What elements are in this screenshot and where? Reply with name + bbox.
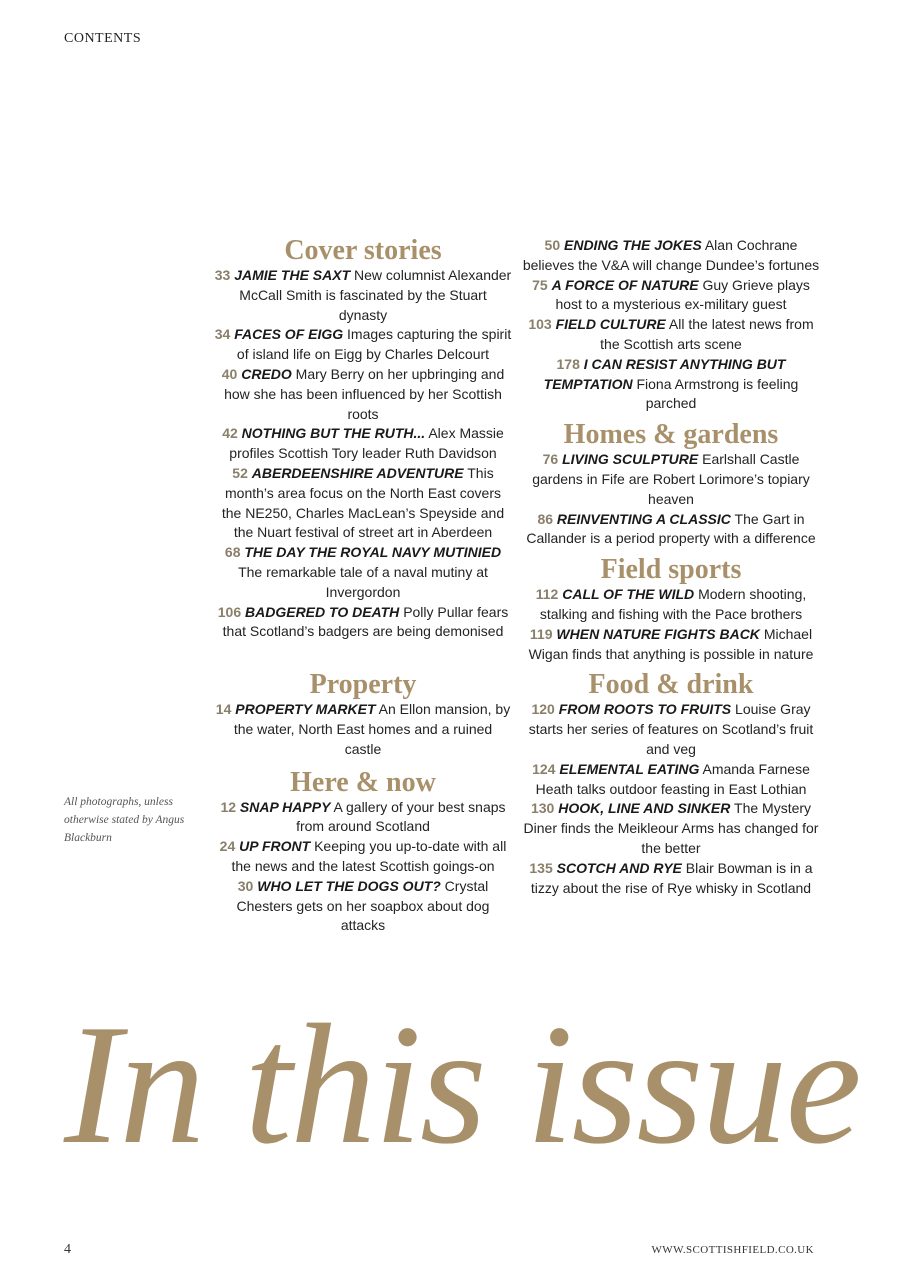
contents-entry[interactable]: 135 SCOTCH AND RYE Blair Bowman is in a tizzy about the rise of Rye whisky in Scotland xyxy=(529,859,813,896)
contents-entry[interactable]: 68 THE DAY THE ROYAL NAVY MUTINIED The remarkable tale of a naval mutiny at Invergordon xyxy=(224,544,502,600)
photo-credit: All photographs, unless otherwise stated by Angus Blackburn xyxy=(64,796,185,844)
food-drink-heading: Food & drink xyxy=(588,669,754,701)
contents-entry[interactable]: 124 ELEMENTAL EATING Amanda Farnese Heath talks outdoor feasting in East Lothian xyxy=(532,760,810,797)
page-number: 4 xyxy=(64,1242,71,1257)
cover-stories-section xyxy=(214,236,512,642)
website-link[interactable]: WWW.SCOTTISHFIELD.CO.UK xyxy=(651,1244,814,1256)
contents-entry[interactable]: 119 WHEN NATURE FIGHTS BACK Michael Wigan finds that anything is possible in nature xyxy=(528,625,814,662)
contents-entry[interactable]: 50 ENDING THE JOKES Alan Cochrane believes the V&A will change Dundee’s fortunes xyxy=(522,237,820,273)
property-heading: Property xyxy=(309,669,417,701)
contents-entry[interactable]: 76 LIVING SCULPTURE Earlshall Castle gardens in Fife are Robert Lorimore’s topiary heaven xyxy=(532,451,810,507)
here-now-heading: Here & now xyxy=(290,766,436,798)
contents-column-left xyxy=(214,236,512,936)
contents-entry[interactable]: 130 HOOK, LINE AND SINKER The Mystery Diner finds the Meikleour Arms has changed for the better xyxy=(523,800,819,856)
contents-entry[interactable]: 120 FROM ROOTS TO FRUITS Louise Gray starts her series of features on Scotland’s fruit and veg xyxy=(528,701,814,757)
here-now-section xyxy=(214,768,512,937)
contents-entry[interactable]: 112 CALL OF THE WILD Modern shooting, stalking and fishing with the Pace brothers xyxy=(535,586,807,622)
contents-column-right xyxy=(522,236,820,898)
section-label: CONTENTS xyxy=(64,31,142,46)
contents-entry[interactable]: 42 NOTHING BUT THE RUTH... Alex Massie profiles Scottish Tory leader Ruth Davidson xyxy=(222,425,504,462)
field-sports-section xyxy=(522,555,820,664)
cover-stories-heading: Cover stories xyxy=(284,235,442,266)
contents-entry[interactable]: 86 REINVENTING A CLASSIC The Gart in Callander is a period property with a difference xyxy=(526,510,816,547)
contents-entry[interactable]: 12 SNAP HAPPY A gallery of your best snaps from around Scotland xyxy=(220,798,506,835)
homes-gardens-section xyxy=(522,420,820,549)
homes-gardens-heading: Homes & gardens xyxy=(563,419,779,451)
contents-entry[interactable]: 34 FACES OF EIGG Images capturing the spirit of island life on Eigg by Charles Delcourt xyxy=(214,326,512,363)
field-sports-heading: Field sports xyxy=(600,554,742,586)
food-drink-section xyxy=(522,670,820,898)
contents-entry[interactable]: 24 UP FRONT Keeping you up-to-date with all the news and the latest Scottish goings-on xyxy=(219,838,507,874)
misc-section xyxy=(522,236,820,414)
property-section xyxy=(214,670,512,759)
contents-entry[interactable]: 14 PROPERTY MARKET An Ellon mansion, by the water, North East homes and a ruined castle xyxy=(215,701,511,757)
contents-entry[interactable]: 33 JAMIE THE SAXT New columnist Alexander McCall Smith is fascinated by the Stuart dynasty xyxy=(214,267,512,323)
contents-entry[interactable]: 40 CREDO Mary Berry on her upbringing and how she has been influenced by her Scottish roots xyxy=(221,365,505,422)
contents-entry[interactable]: 52 ABERDEENSHIRE ADVENTURE This month’s area focus on the North East covers the NE250, Charles MacLean’s Speyside and the Nuart festival of street art in Aberdeen xyxy=(221,464,505,541)
contents-entry[interactable]: 106 BADGERED TO DEATH Polly Pullar fears that Scotland’s badgers are being demonised xyxy=(217,603,509,640)
in-this-issue-title: In this issue xyxy=(64,990,860,1180)
contents-entry[interactable]: 178 I CAN RESIST ANYTHING BUT TEMPTATION Fiona Armstrong is feeling parched xyxy=(543,355,799,412)
contents-entry[interactable]: 30 WHO LET THE DOGS OUT? Crystal Chesters gets on her soapbox about dog attacks xyxy=(236,877,490,934)
contents-entry[interactable]: 103 FIELD CULTURE All the latest news from the Scottish arts scene xyxy=(528,316,814,352)
contents-entry[interactable]: 75 A FORCE OF NATURE Guy Grieve plays host to a mysterious ex-military guest xyxy=(532,276,810,313)
